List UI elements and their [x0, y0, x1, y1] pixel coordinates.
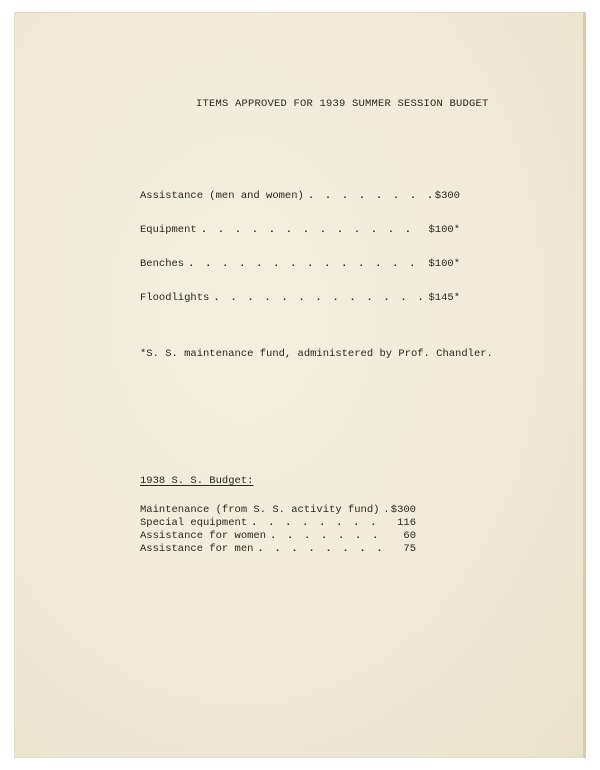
dot-leader	[383, 504, 386, 516]
item-amount: $100*	[428, 224, 460, 236]
item-amount: $300	[434, 190, 460, 202]
typed-page	[14, 12, 586, 758]
item-label: Assistance (men and women)	[140, 190, 304, 202]
dot-leader	[251, 517, 388, 529]
prior-item-assistance-women	[140, 530, 416, 543]
item-label: Benches	[140, 258, 185, 270]
prior-item-maintenance	[140, 504, 416, 517]
item-amount: $300	[390, 504, 416, 516]
item-amount: 116	[397, 517, 416, 529]
approved-item-assistance	[140, 190, 460, 206]
dot-leader	[257, 543, 388, 555]
approved-item-benches	[140, 258, 460, 274]
item-amount: $100*	[428, 258, 460, 270]
dot-leader	[201, 224, 425, 236]
item-label: Special equipment	[140, 517, 248, 529]
prior-item-assistance-men	[140, 543, 416, 556]
item-amount: 75	[403, 543, 416, 555]
page-edge	[583, 12, 586, 758]
item-label: Assistance for women	[140, 530, 267, 542]
footnote: *S. S. maintenance fund, administered by Prof. Chandler.	[140, 348, 493, 360]
dot-leader	[213, 292, 424, 304]
prior-budget-heading: 1938 S. S. Budget:	[140, 475, 254, 487]
approved-item-equipment	[140, 224, 460, 240]
dot-leader	[188, 258, 424, 270]
dot-leader	[308, 190, 431, 202]
item-amount: 60	[403, 530, 416, 542]
item-label: Assistance for men	[140, 543, 254, 555]
item-label: Floodlights	[140, 292, 210, 304]
item-label: Maintenance (from S. S. activity fund)	[140, 504, 380, 516]
dot-leader	[270, 530, 388, 542]
approved-item-floodlights	[140, 292, 460, 308]
document-title: ITEMS APPROVED FOR 1939 SUMMER SESSION BUDGET	[196, 98, 489, 110]
item-amount: $145*	[428, 292, 460, 304]
item-label: Equipment	[140, 224, 197, 236]
prior-item-special-equipment	[140, 517, 416, 530]
